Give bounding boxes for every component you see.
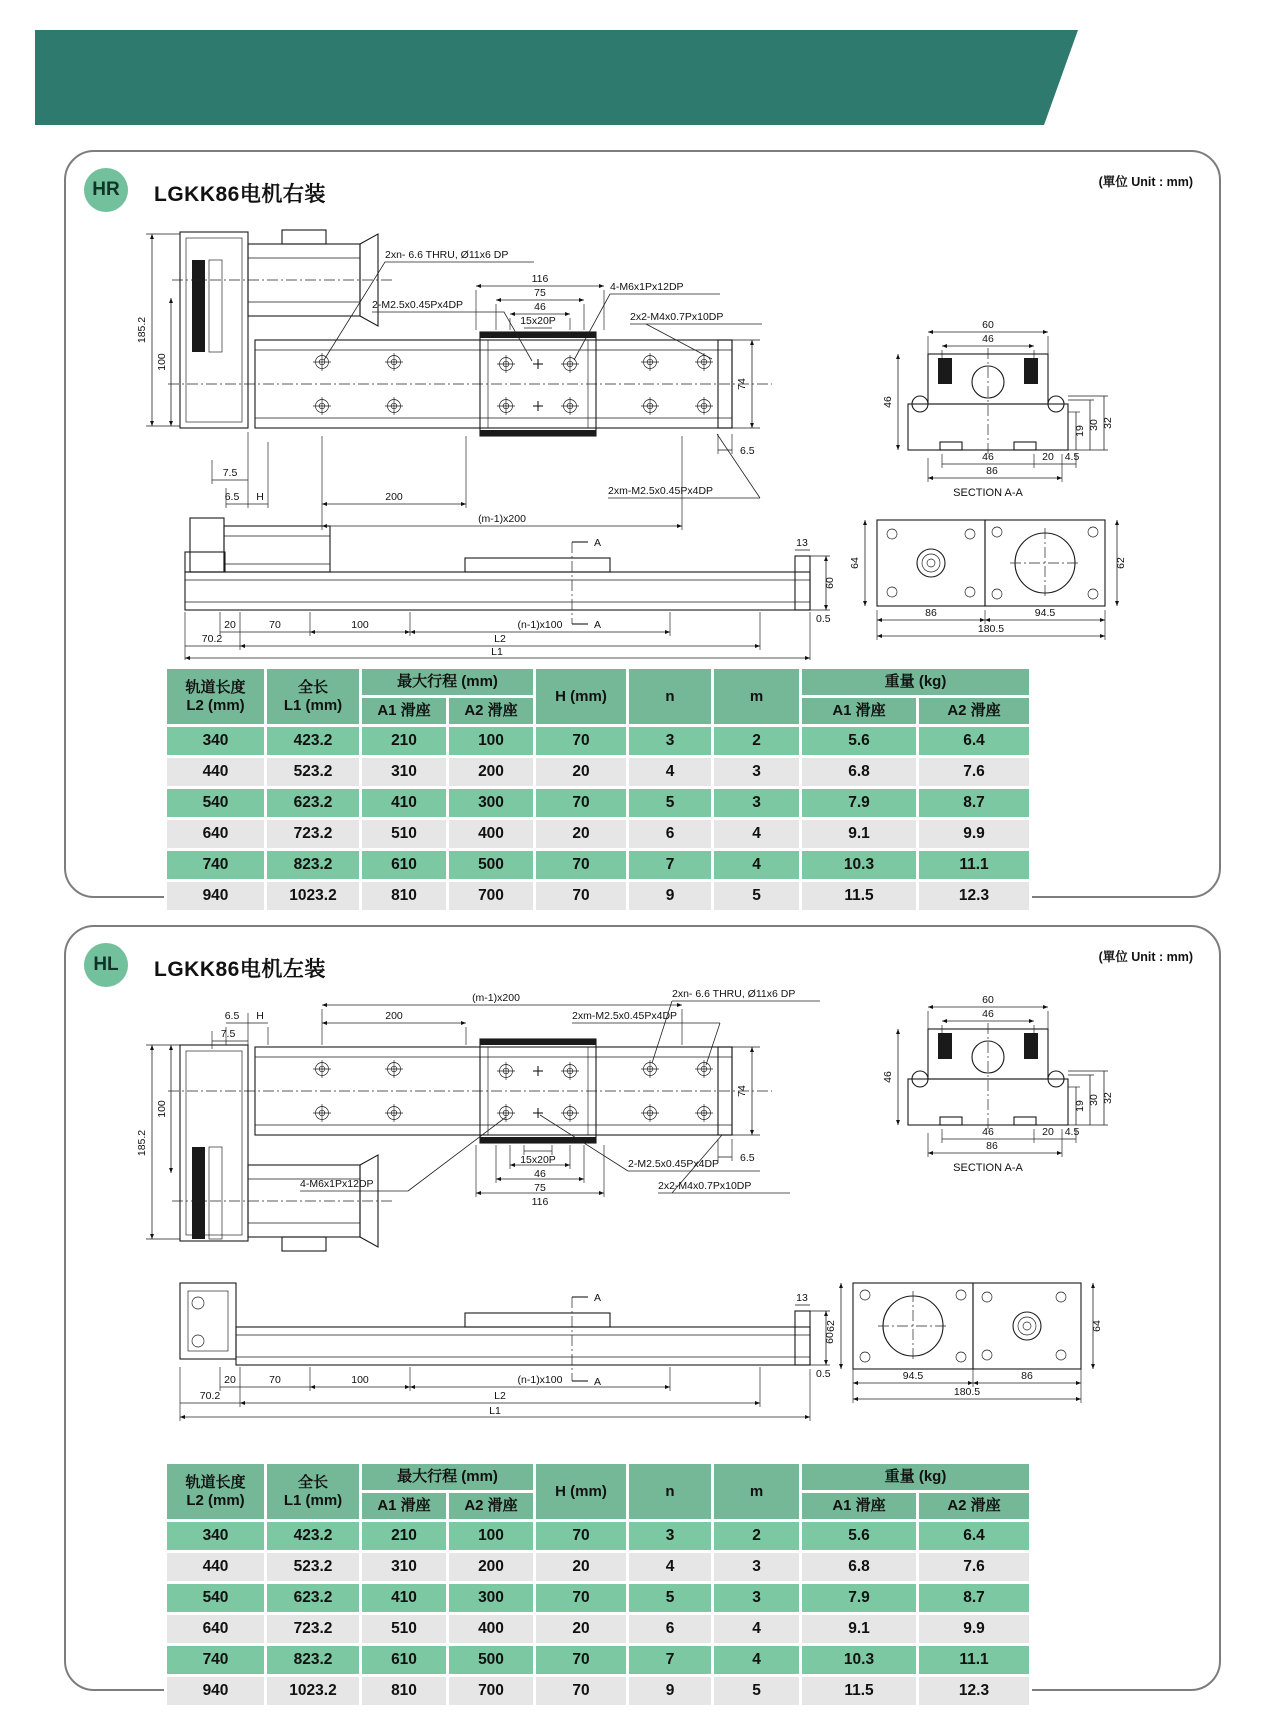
table-cell: 6.4: [918, 726, 1031, 757]
table-row: [166, 788, 1031, 819]
col-header-l1: [266, 1463, 361, 1521]
dim-label: 185.2: [136, 316, 148, 344]
table-cell: 540: [166, 788, 266, 819]
dim-label: 6.5: [740, 445, 755, 457]
table-cell: 11.5: [801, 881, 918, 912]
table-cell: 640: [166, 819, 266, 850]
section-caption: SECTION A-A: [953, 487, 1023, 499]
table-row: [166, 1552, 1031, 1583]
table-cell: 400: [448, 819, 535, 850]
table-cell: 623.2: [266, 1583, 361, 1614]
table-cell: 70: [535, 1521, 628, 1552]
hr-unit-note: (單位 Unit : mm): [1098, 175, 1193, 189]
table-cell: 423.2: [266, 1521, 361, 1552]
col-header-wa2: A2 滑座: [918, 1492, 1031, 1521]
table-row: [166, 881, 1031, 912]
table-row: [166, 1645, 1031, 1676]
table-row: [166, 1676, 1031, 1707]
hl-side-view: [180, 1283, 836, 1421]
dim-label: 62: [1115, 557, 1127, 569]
table-cell: 3: [713, 1583, 801, 1614]
hr-technical-drawing: [72, 212, 1202, 662]
panel-hl-header: [66, 927, 1219, 987]
table-row: [166, 1583, 1031, 1614]
table-cell: 610: [361, 1645, 448, 1676]
dim-label: 74: [736, 378, 748, 390]
table-cell: 8.7: [918, 1583, 1031, 1614]
panel-hr-header: [66, 152, 1219, 212]
dim-label: 46: [982, 1008, 994, 1020]
table-cell: 640: [166, 1614, 266, 1645]
dim-label: 46: [534, 1168, 546, 1180]
hl-top-view-linework: [168, 1039, 772, 1251]
table-cell: 810: [361, 1676, 448, 1707]
table-cell: 20: [535, 757, 628, 788]
hl-end-views: [825, 1283, 1103, 1403]
table-cell: 20: [535, 1614, 628, 1645]
dim-label: 20: [224, 619, 236, 631]
section-mark-label: A: [594, 619, 602, 631]
table-cell: 500: [448, 1645, 535, 1676]
table-cell: 1023.2: [266, 881, 361, 912]
table-cell: 8.7: [918, 788, 1031, 819]
dim-label: L2: [494, 1390, 506, 1402]
table-cell: 9.1: [801, 819, 918, 850]
table-cell: 740: [166, 850, 266, 881]
table-cell: 510: [361, 1614, 448, 1645]
dim-label: 2-M2.5x0.45Px4DP: [372, 299, 464, 311]
dim-label: 60: [982, 319, 994, 331]
table-cell: 940: [166, 1676, 266, 1707]
dim-label: 15x20P: [520, 315, 556, 327]
table-row: [166, 1614, 1031, 1645]
table-cell: 940: [166, 881, 266, 912]
dim-label: 2-M2.5x0.45Px4DP: [628, 1158, 720, 1170]
col-header-a2: A2 滑座: [448, 1492, 535, 1521]
table-cell: 70: [535, 881, 628, 912]
table-cell: 440: [166, 1552, 266, 1583]
dim-label: 15x20P: [520, 1154, 556, 1166]
dim-label: 13: [796, 1292, 808, 1304]
dim-label: 116: [531, 273, 549, 285]
dim-label: 6.5: [740, 1152, 755, 1164]
table-cell: 310: [361, 757, 448, 788]
table-cell: 340: [166, 726, 266, 757]
dim-label: 64: [1091, 1320, 1103, 1332]
table-cell: 5.6: [801, 1521, 918, 1552]
dim-label: 86: [986, 1140, 998, 1152]
table-cell: 70: [535, 1645, 628, 1676]
table-cell: 12.3: [918, 1676, 1031, 1707]
table-cell: 510: [361, 819, 448, 850]
table-cell: 310: [361, 1552, 448, 1583]
dim-label: 7.5: [220, 1028, 236, 1040]
col-header-n: n: [628, 1463, 713, 1521]
col-header-wa2: A2 滑座: [918, 697, 1031, 726]
dim-label: 100: [351, 619, 369, 631]
table-cell: 340: [166, 1521, 266, 1552]
dim-label: 86: [986, 465, 998, 477]
col-header-wa1: A1 滑座: [801, 1492, 918, 1521]
hl-section-view: [882, 994, 1114, 1174]
table-cell: 9.9: [918, 1614, 1031, 1645]
dim-label: 6.5: [224, 1010, 240, 1022]
table-cell: 9: [628, 881, 713, 912]
table-cell: 623.2: [266, 788, 361, 819]
hr-side-view: [185, 518, 836, 660]
dim-label: 46: [882, 1071, 894, 1083]
dim-label: 0.5: [816, 1368, 831, 1380]
dim-label: 46: [982, 451, 994, 463]
table-cell: 440: [166, 757, 266, 788]
dim-label: 30: [1088, 1094, 1100, 1106]
table-cell: 12.3: [918, 881, 1031, 912]
dim-label: 0.5: [816, 613, 831, 625]
col-header-m: m: [713, 668, 801, 726]
table-cell: 2: [713, 726, 801, 757]
dim-label: 180.5: [977, 623, 1005, 635]
table-cell: 200: [448, 757, 535, 788]
col-header-h: H (mm): [535, 1463, 628, 1521]
table-cell: 100: [448, 1521, 535, 1552]
table-cell: 9: [628, 1676, 713, 1707]
dim-label: 2x2-M4x0.7Px10DP: [630, 311, 724, 323]
col-header-weight: 重量 (kg): [801, 1463, 1031, 1492]
table-cell: 11.5: [801, 1676, 918, 1707]
table-cell: 723.2: [266, 1614, 361, 1645]
dim-label: (m-1)x200: [478, 513, 526, 525]
dim-label: 100: [156, 353, 168, 371]
dim-label: 185.2: [136, 1129, 148, 1157]
hr-section-view: [882, 319, 1114, 499]
col-header-a1: A1 滑座: [361, 1492, 448, 1521]
table-cell: 4: [713, 850, 801, 881]
table-cell: 700: [448, 881, 535, 912]
col-header-text: 轨道长度: [185, 679, 246, 697]
dim-label: 94.5: [902, 1370, 924, 1382]
dim-label: 70: [269, 1374, 281, 1386]
col-header-stroke: 最大行程 (mm): [361, 668, 535, 697]
col-header-l1: [266, 668, 361, 726]
dim-label: H: [256, 491, 264, 503]
table-cell: 300: [448, 788, 535, 819]
dim-label: 32: [1102, 1092, 1114, 1104]
dim-label: 46: [882, 396, 894, 408]
dim-label: (n-1)x100: [517, 619, 563, 631]
dim-label: 200: [385, 1010, 403, 1022]
dim-label: 4.5: [1064, 1126, 1080, 1138]
table-cell: 210: [361, 726, 448, 757]
dim-label: (m-1)x200: [472, 992, 520, 1004]
table-cell: 7.9: [801, 788, 918, 819]
dim-label: 100: [351, 1374, 369, 1386]
hr-end-views: [849, 520, 1127, 640]
table-cell: 410: [361, 1583, 448, 1614]
table-cell: 823.2: [266, 1645, 361, 1676]
col-header-text: 全长: [297, 679, 328, 697]
table-cell: 823.2: [266, 850, 361, 881]
table-cell: 523.2: [266, 757, 361, 788]
table-cell: 7: [628, 1645, 713, 1676]
table-cell: 6: [628, 1614, 713, 1645]
table-cell: 5: [713, 1676, 801, 1707]
dim-label: 180.5: [953, 1386, 981, 1398]
hr-top-view-dimensions: [136, 234, 762, 530]
table-cell: 5: [628, 788, 713, 819]
col-header-stroke: 最大行程 (mm): [361, 1463, 535, 1492]
dim-label: 2xn- 6.6 THRU, Ø11x6 DP: [672, 988, 796, 1000]
table-row: [166, 726, 1031, 757]
dim-label: 30: [1088, 419, 1100, 431]
table-row: [166, 850, 1031, 881]
hr-spec-table: [164, 666, 1032, 913]
table-cell: 70: [535, 850, 628, 881]
table-cell: 20: [535, 819, 628, 850]
col-header-text: L2 (mm): [186, 696, 245, 714]
table-cell: 70: [535, 788, 628, 819]
table-cell: 5: [713, 881, 801, 912]
table-cell: 9.1: [801, 1614, 918, 1645]
dim-label: L1: [489, 1405, 501, 1417]
table-cell: 200: [448, 1552, 535, 1583]
table-cell: 100: [448, 726, 535, 757]
table-cell: 9.9: [918, 819, 1031, 850]
dim-label: 62: [825, 1320, 837, 1332]
dim-label: 2x2-M4x0.7Px10DP: [658, 1180, 752, 1192]
table-row: [166, 1521, 1031, 1552]
table-cell: 20: [535, 1552, 628, 1583]
dim-label: (n-1)x100: [517, 1374, 563, 1386]
col-header-wa1: A1 滑座: [801, 697, 918, 726]
dim-label: 60: [982, 994, 994, 1006]
panel-hl: [64, 925, 1221, 1699]
table-cell: 3: [628, 726, 713, 757]
table-cell: 3: [713, 788, 801, 819]
col-header-text: L1 (mm): [283, 1491, 343, 1509]
section-mark-label: A: [594, 537, 602, 549]
table-cell: 700: [448, 1676, 535, 1707]
table-cell: 11.1: [918, 850, 1031, 881]
dim-label: 4.5: [1064, 451, 1080, 463]
col-header-n: n: [628, 668, 713, 726]
table-row: [166, 819, 1031, 850]
dim-label: 19: [1074, 1100, 1086, 1112]
dim-label: 60: [824, 577, 836, 589]
hl-spec-table: [164, 1461, 1032, 1708]
dim-label: 7.5: [222, 467, 238, 479]
table-cell: 5: [628, 1583, 713, 1614]
dim-label: 75: [534, 287, 546, 299]
table-cell: 540: [166, 1583, 266, 1614]
table-cell: 810: [361, 881, 448, 912]
dim-label: 70.2: [201, 633, 223, 645]
dim-label: 2xm-M2.5x0.45Px4DP: [608, 485, 714, 497]
section-mark-label: A: [594, 1292, 602, 1304]
dim-label: 200: [385, 491, 403, 503]
table-cell: 6.4: [918, 1521, 1031, 1552]
col-header-l2: [166, 668, 266, 726]
dim-label: 6.5: [224, 491, 240, 503]
dim-label: 4-M6x1Px12DP: [610, 281, 684, 293]
table-cell: 3: [713, 1552, 801, 1583]
dim-label: H: [256, 1010, 264, 1022]
dim-label: 74: [736, 1085, 748, 1097]
dim-label: 20: [1042, 451, 1054, 463]
table-cell: 1023.2: [266, 1676, 361, 1707]
dim-label: 75: [534, 1182, 546, 1194]
hl-unit-note: (單位 Unit : mm): [1098, 950, 1193, 964]
dim-label: 2xn- 6.6 THRU, Ø11x6 DP: [385, 249, 509, 261]
hl-badge: HL: [84, 943, 128, 987]
dim-label: 116: [531, 1196, 549, 1208]
table-cell: 7: [628, 850, 713, 881]
dim-label: 64: [849, 557, 861, 569]
table-cell: 6: [628, 819, 713, 850]
dim-label: 70.2: [199, 1390, 221, 1402]
table-cell: 2: [713, 1521, 801, 1552]
table-cell: 4: [713, 819, 801, 850]
table-cell: 300: [448, 1583, 535, 1614]
panel-hr: [64, 150, 1221, 904]
table-cell: 7.6: [918, 757, 1031, 788]
table-cell: 70: [535, 1583, 628, 1614]
hr-title: LGKK86电机右装: [154, 183, 326, 206]
col-header-weight: 重量 (kg): [801, 668, 1031, 697]
table-cell: 210: [361, 1521, 448, 1552]
dim-label: L1: [491, 646, 503, 658]
table-cell: 500: [448, 850, 535, 881]
table-cell: 6.8: [801, 1552, 918, 1583]
table-cell: 70: [535, 726, 628, 757]
dim-label: 70: [269, 619, 281, 631]
col-header-text: L2 (mm): [186, 1491, 245, 1509]
table-cell: 4: [713, 1614, 801, 1645]
table-cell: 723.2: [266, 819, 361, 850]
dim-label: 13: [796, 537, 808, 549]
table-cell: 4: [713, 1645, 801, 1676]
hr-badge: HR: [84, 168, 128, 212]
hl-title: LGKK86电机左装: [154, 958, 326, 981]
table-cell: 4: [628, 1552, 713, 1583]
dim-label: 20: [224, 1374, 236, 1386]
dim-label: 2xm-M2.5x0.45Px4DP: [572, 1010, 678, 1022]
table-cell: 523.2: [266, 1552, 361, 1583]
table-row: [166, 757, 1031, 788]
dim-label: 94.5: [1034, 607, 1056, 619]
col-header-text: L1 (mm): [283, 696, 343, 714]
table-cell: 11.1: [918, 1645, 1031, 1676]
table-cell: 740: [166, 1645, 266, 1676]
dim-label: 86: [1021, 1370, 1033, 1382]
section-caption: SECTION A-A: [953, 1162, 1023, 1174]
dim-label: 32: [1102, 417, 1114, 429]
table-cell: 10.3: [801, 850, 918, 881]
dim-label: 4-M6x1Px12DP: [300, 1178, 374, 1190]
table-cell: 7.6: [918, 1552, 1031, 1583]
col-header-text: 全长: [297, 1474, 328, 1492]
col-header-l2: [166, 1463, 266, 1521]
col-header-h: H (mm): [535, 668, 628, 726]
table-cell: 3: [628, 1521, 713, 1552]
table-cell: 3: [713, 757, 801, 788]
dim-label: 46: [982, 1126, 994, 1138]
col-header-m: m: [713, 1463, 801, 1521]
table-cell: 6.8: [801, 757, 918, 788]
dim-label: 46: [982, 333, 994, 345]
dim-label: 20: [1042, 1126, 1054, 1138]
table-cell: 5.6: [801, 726, 918, 757]
table-cell: 70: [535, 1676, 628, 1707]
table-cell: 400: [448, 1614, 535, 1645]
table-cell: 423.2: [266, 726, 361, 757]
dim-label: 19: [1074, 425, 1086, 437]
col-header-a1: A1 滑座: [361, 697, 448, 726]
table-cell: 7.9: [801, 1583, 918, 1614]
col-header-text: 轨道长度: [185, 1474, 246, 1492]
table-cell: 4: [628, 757, 713, 788]
dim-label: 86: [925, 607, 937, 619]
table-cell: 10.3: [801, 1645, 918, 1676]
table-cell: 610: [361, 850, 448, 881]
col-header-a2: A2 滑座: [448, 697, 535, 726]
dim-label: 60: [824, 1332, 836, 1344]
table-cell: 410: [361, 788, 448, 819]
dim-label: L2: [494, 633, 506, 645]
section-mark-label: A: [594, 1376, 602, 1388]
dim-label: 100: [156, 1100, 168, 1118]
hl-technical-drawing: [72, 987, 1202, 1457]
dim-label: 46: [534, 301, 546, 313]
header-band: [35, 30, 1078, 125]
